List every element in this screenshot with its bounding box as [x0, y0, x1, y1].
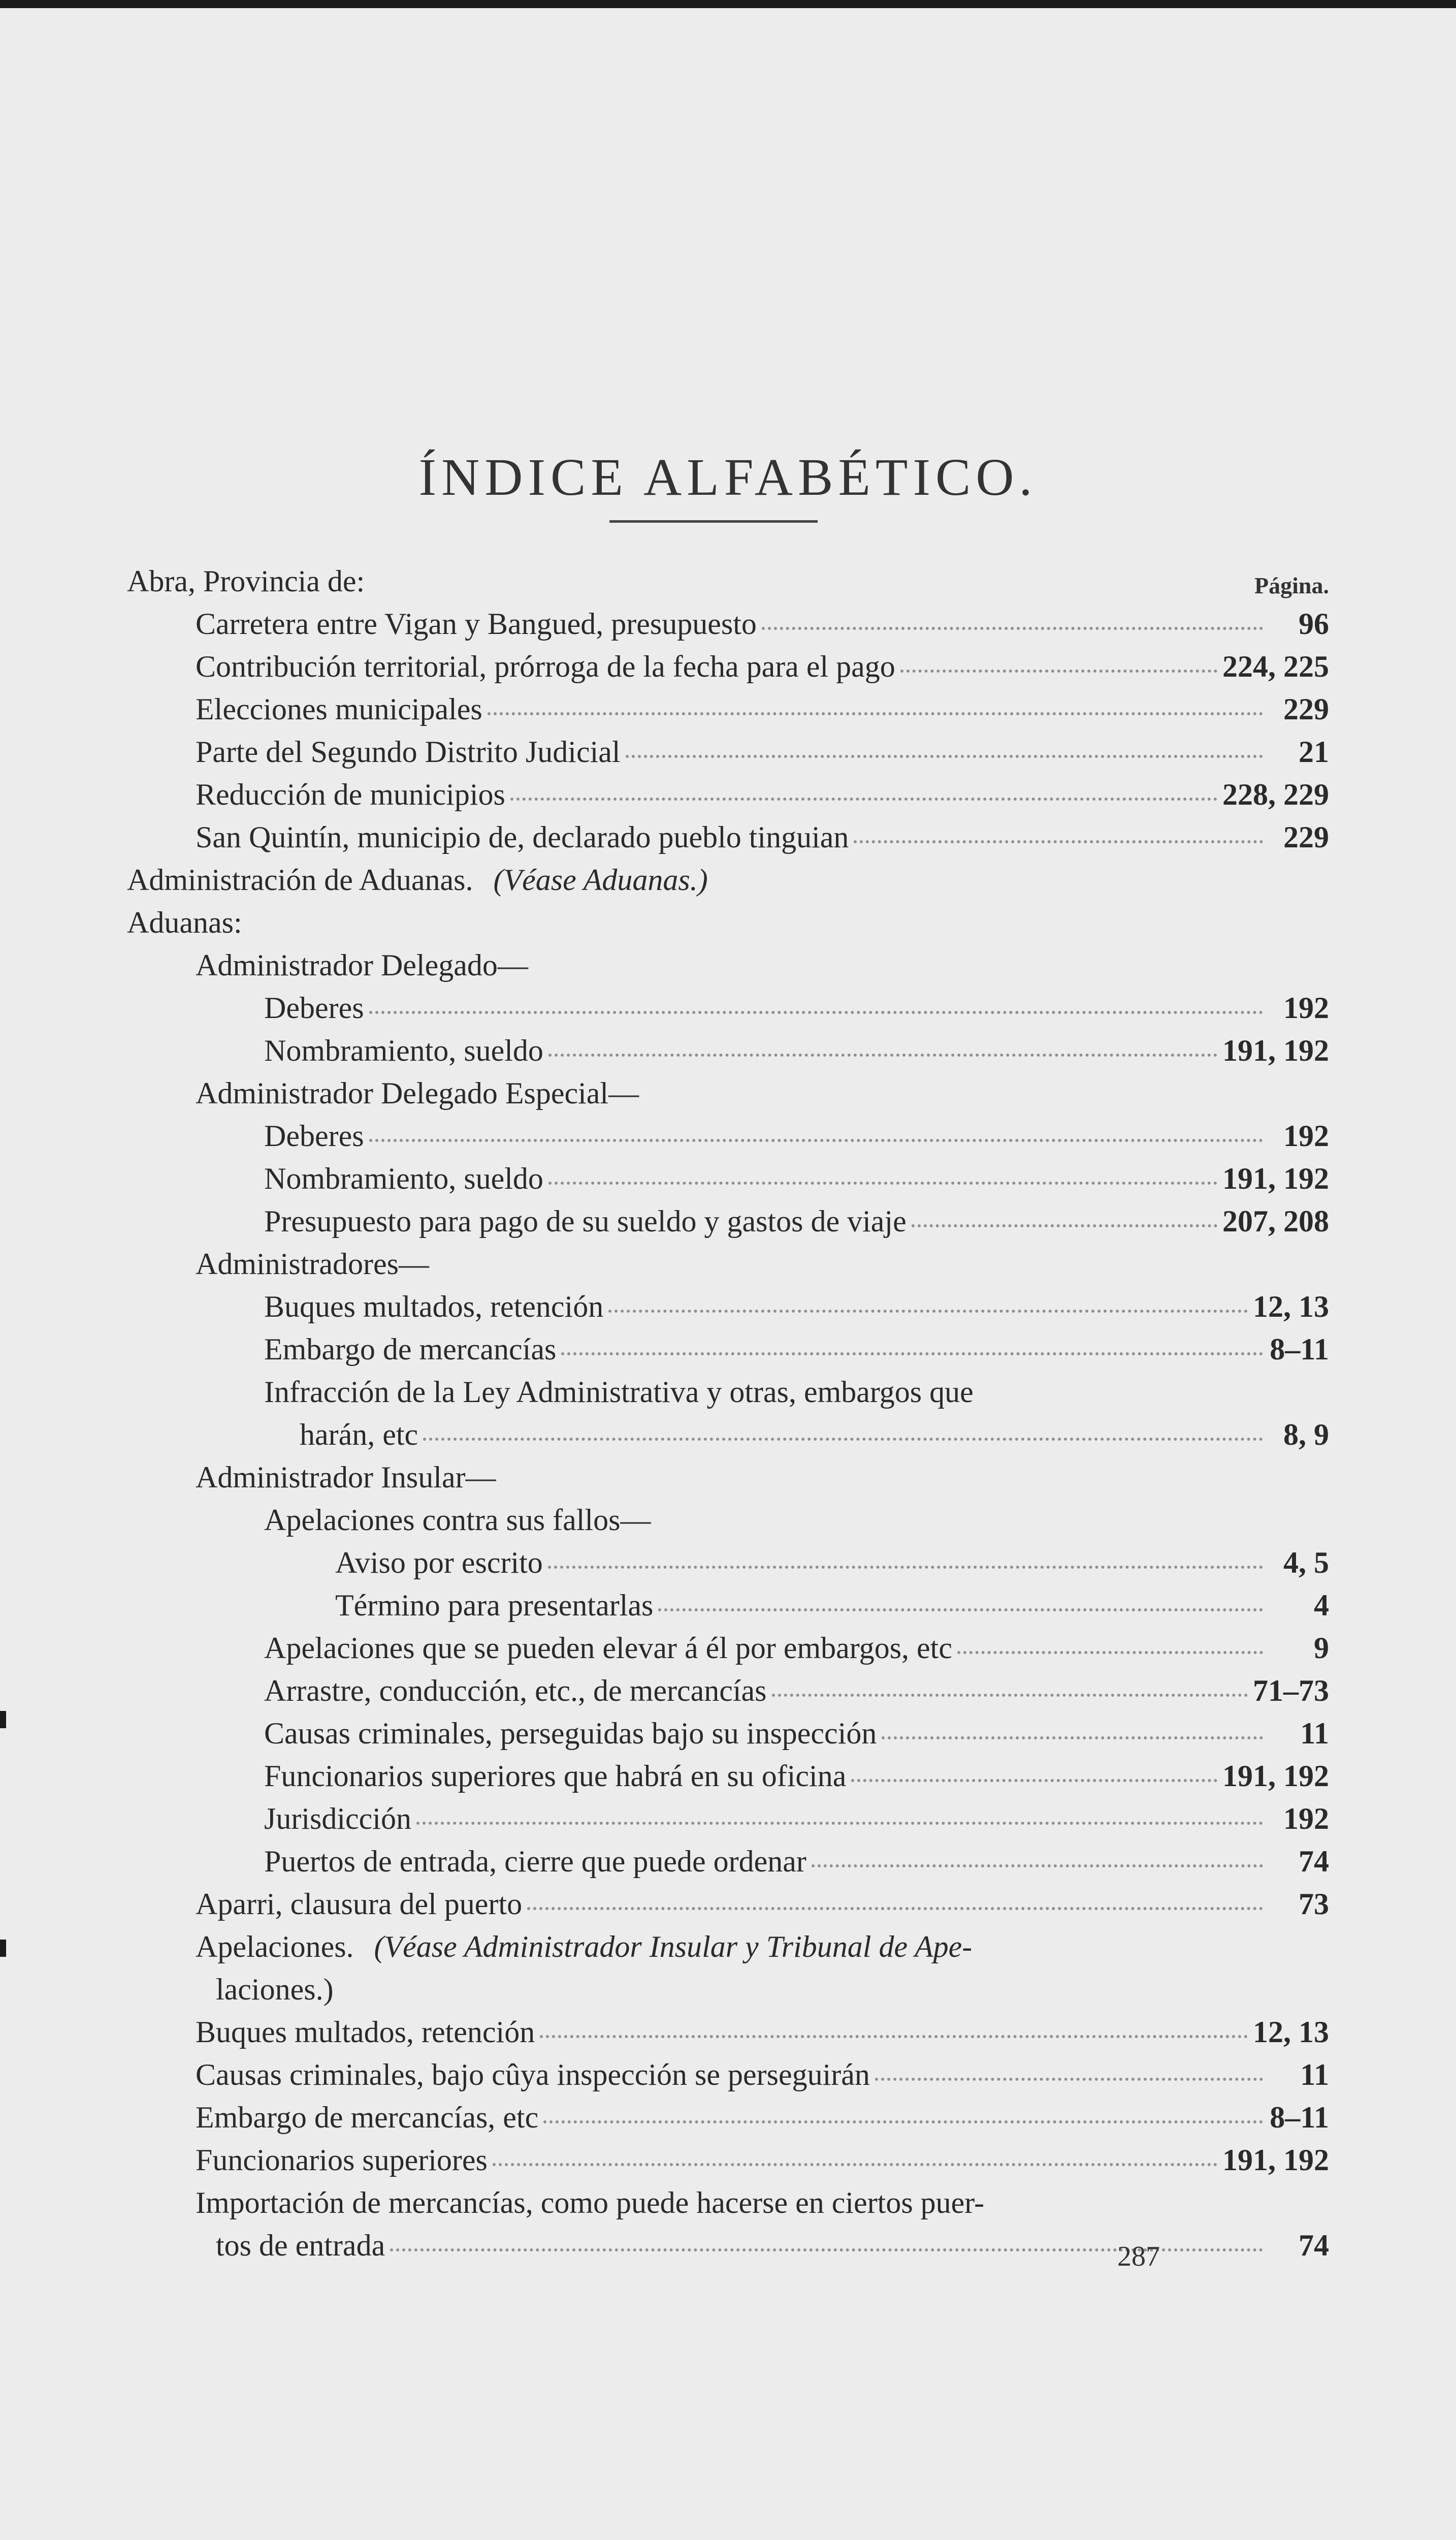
see-reference: (Véase Administrador Insular y Tribunal de Ape-: [374, 1930, 973, 1963]
index-entry: [127, 1801, 1329, 1844]
index-entry: [127, 863, 1329, 905]
entry-text: Administración de Aduanas.: [127, 863, 473, 897]
entry-text: Buques multados, retención: [264, 1290, 604, 1323]
entry-page: 9: [1314, 1631, 1329, 1665]
dot-leader: [882, 1736, 1263, 1739]
entry-page: 12, 13: [1253, 1290, 1329, 1323]
index-entry: [127, 1289, 1329, 1332]
dot-leader: [762, 627, 1263, 630]
index-entry: [127, 735, 1329, 777]
index-entry: [127, 1460, 1329, 1503]
index-entry: [127, 1119, 1329, 1161]
title-rule: [609, 520, 818, 523]
entry-text: Reducción de municipios: [196, 778, 505, 811]
entry-text: Apelaciones que se pueden elevar á él por embargos, etc: [264, 1631, 952, 1665]
index-entry: [127, 1929, 1329, 1972]
entry-text: Carretera entre Vigan y Bangued, presupuesto: [196, 607, 757, 641]
index-entry: [127, 2057, 1329, 2100]
index-entry: [127, 607, 1329, 649]
index-entry: [127, 1375, 1329, 1417]
dot-leader: [540, 2035, 1248, 2038]
index-entry: [127, 1716, 1329, 1759]
entry-page: 192: [1283, 1802, 1329, 1835]
entry-text: Aviso por escrito: [335, 1546, 543, 1579]
entry-text: Presupuesto para pago de su sueldo y gastos de viaje: [264, 1204, 907, 1238]
dot-leader: [416, 1822, 1263, 1825]
entry-text: Administradores—: [196, 1247, 429, 1281]
entry-page: 229: [1283, 820, 1329, 854]
entry-text: Infracción de la Ley Administrativa y otras, embargos que: [264, 1375, 974, 1409]
index-entry: [127, 1631, 1329, 1673]
entry-page: 4: [1314, 1589, 1329, 1622]
entry-page: 192: [1283, 1119, 1329, 1153]
entry-text: Embargo de mercancías, etc: [196, 2101, 539, 2134]
dot-leader: [561, 1352, 1263, 1355]
dot-leader: [957, 1651, 1263, 1654]
entry-text: Apelaciones.: [196, 1930, 354, 1963]
entry-text: Apelaciones contra sus fallos—: [264, 1503, 651, 1537]
entry-page: 74: [1299, 2229, 1329, 2262]
entry-text: Jurisdicción: [264, 1802, 411, 1835]
dot-leader: [912, 1224, 1217, 1227]
entry-page: 8–11: [1270, 1332, 1329, 1366]
index-entry: [127, 905, 1329, 948]
dot-leader: [493, 2163, 1217, 2166]
index-entry: [127, 649, 1329, 692]
index-entry: [127, 1204, 1329, 1247]
page-column-header: Página.: [1254, 573, 1329, 598]
dot-leader: [658, 1608, 1263, 1611]
entry-page: 96: [1299, 607, 1329, 641]
entry-text: Deberes: [264, 1119, 364, 1153]
page-number: 287: [1117, 2241, 1160, 2272]
entry-text: Causas criminales, bajo cûya inspección se perseguirán: [196, 2058, 870, 2091]
dot-leader: [851, 1779, 1217, 1782]
index-entry-continuation: [127, 1972, 1329, 2015]
entry-page: 74: [1299, 1845, 1329, 1878]
dot-leader: [854, 840, 1263, 843]
index-entry: [127, 1673, 1329, 1716]
entry-page: 207, 208: [1222, 1204, 1329, 1238]
dot-leader: [875, 2078, 1263, 2081]
dot-leader: [527, 1907, 1263, 1910]
index-entry: [127, 1033, 1329, 1076]
index-entry-continuation: [127, 1417, 1329, 1460]
index-entry: [127, 1503, 1329, 1545]
index-entry: [127, 1247, 1329, 1289]
entry-text: Embargo de mercancías: [264, 1332, 557, 1366]
dot-leader: [548, 1182, 1217, 1185]
index-entry: [127, 1588, 1329, 1631]
index-entry: [127, 820, 1329, 863]
entry-text: Administrador Delegado Especial—: [196, 1076, 639, 1110]
entry-text: Aparri, clausura del puerto: [196, 1887, 523, 1921]
entry-text: Arrastre, conducción, etc., de mercancías: [264, 1674, 767, 1707]
index-list: [127, 564, 1329, 2271]
index-entry: [127, 1759, 1329, 1801]
index-entry: [127, 2185, 1329, 2228]
entry-page: 191, 192: [1222, 2143, 1329, 2177]
entry-text: Funcionarios superiores: [196, 2143, 488, 2177]
entry-page: 4, 5: [1283, 1546, 1329, 1579]
dot-leader: [488, 712, 1263, 715]
entry-page: 11: [1300, 1717, 1329, 1750]
entry-text: Parte del Segundo Distrito Judicial: [196, 735, 621, 769]
entry-page: 224, 225: [1222, 650, 1329, 683]
index-entry: [127, 991, 1329, 1033]
entry-text: Puertos de entrada, cierre que puede ordenar: [264, 1845, 806, 1878]
index-entry: [127, 1844, 1329, 1887]
entry-text: Contribución territorial, prórroga de la fecha para el pago: [196, 650, 895, 683]
entry-page: 73: [1299, 1887, 1329, 1921]
entry-text-continuation: harán, etc: [300, 1418, 418, 1451]
dot-leader: [423, 1438, 1263, 1441]
page-title: ÍNDICE ALFABÉTICO.: [418, 448, 1038, 506]
entry-text: Nombramiento, sueldo: [264, 1162, 543, 1195]
entry-text: Funcionarios superiores que habrá en su oficina: [264, 1759, 847, 1793]
dot-leader: [608, 1310, 1248, 1313]
index-entry: [127, 1076, 1329, 1119]
entry-text: Deberes: [264, 991, 364, 1025]
binding-mark: [0, 1711, 6, 1728]
page-top-edge: [0, 0, 1456, 8]
dot-leader: [369, 1139, 1263, 1142]
dot-leader: [548, 1566, 1263, 1569]
dot-leader: [369, 1011, 1263, 1014]
dot-leader: [543, 2120, 1263, 2123]
entry-page: 71–73: [1253, 1674, 1329, 1707]
entry-text: Aduanas:: [127, 906, 242, 939]
binding-mark: [0, 1940, 6, 1957]
entry-text: Importación de mercancías, como puede hacerse en ciertos puer-: [196, 2186, 985, 2219]
entry-page: 191, 192: [1222, 1162, 1329, 1195]
index-entry: [127, 564, 1329, 607]
dot-leader: [626, 755, 1263, 758]
entry-text-continuation: tos de entrada: [216, 2229, 385, 2262]
entry-page: 228, 229: [1222, 778, 1329, 811]
entry-text: Administrador Delegado—: [196, 948, 528, 982]
index-entry: [127, 692, 1329, 735]
entry-text-continuation: laciones.): [216, 1973, 334, 2006]
index-entry: [127, 948, 1329, 991]
index-entry: [127, 1161, 1329, 1204]
entry-page: 229: [1283, 692, 1329, 726]
entry-page: 191, 192: [1222, 1759, 1329, 1793]
entry-text: San Quintín, municipio de, declarado pueblo tinguian: [196, 820, 849, 854]
entry-page: 21: [1299, 735, 1329, 769]
index-entry: [127, 1887, 1329, 1929]
entry-text: Abra, Provincia de:: [127, 564, 365, 598]
entry-text: Término para presentarlas: [335, 1589, 654, 1622]
entry-page: 8, 9: [1283, 1418, 1329, 1451]
dot-leader: [812, 1864, 1263, 1867]
index-entry: [127, 1545, 1329, 1588]
entry-page: 11: [1300, 2058, 1329, 2091]
entry-text: Buques multados, retención: [196, 2015, 535, 2049]
entry-text: Administrador Insular—: [196, 1460, 496, 1494]
index-entry: [127, 2100, 1329, 2143]
entry-page: 192: [1283, 991, 1329, 1025]
entry-page: 12, 13: [1253, 2015, 1329, 2049]
entry-page: 8–11: [1270, 2101, 1329, 2134]
index-entry: [127, 2143, 1329, 2185]
index-entry: [127, 777, 1329, 820]
index-entry: [127, 1332, 1329, 1375]
entry-text: Nombramiento, sueldo: [264, 1034, 543, 1067]
dot-leader: [772, 1694, 1248, 1697]
see-reference: (Véase Aduanas.): [493, 863, 708, 897]
index-entry: [127, 2015, 1329, 2057]
dot-leader: [548, 1054, 1217, 1057]
entry-text: Elecciones municipales: [196, 692, 482, 726]
entry-page: 191, 192: [1222, 1034, 1329, 1067]
entry-text: Causas criminales, perseguidas bajo su inspección: [264, 1717, 877, 1750]
dot-leader: [900, 670, 1217, 673]
dot-leader: [510, 798, 1217, 801]
